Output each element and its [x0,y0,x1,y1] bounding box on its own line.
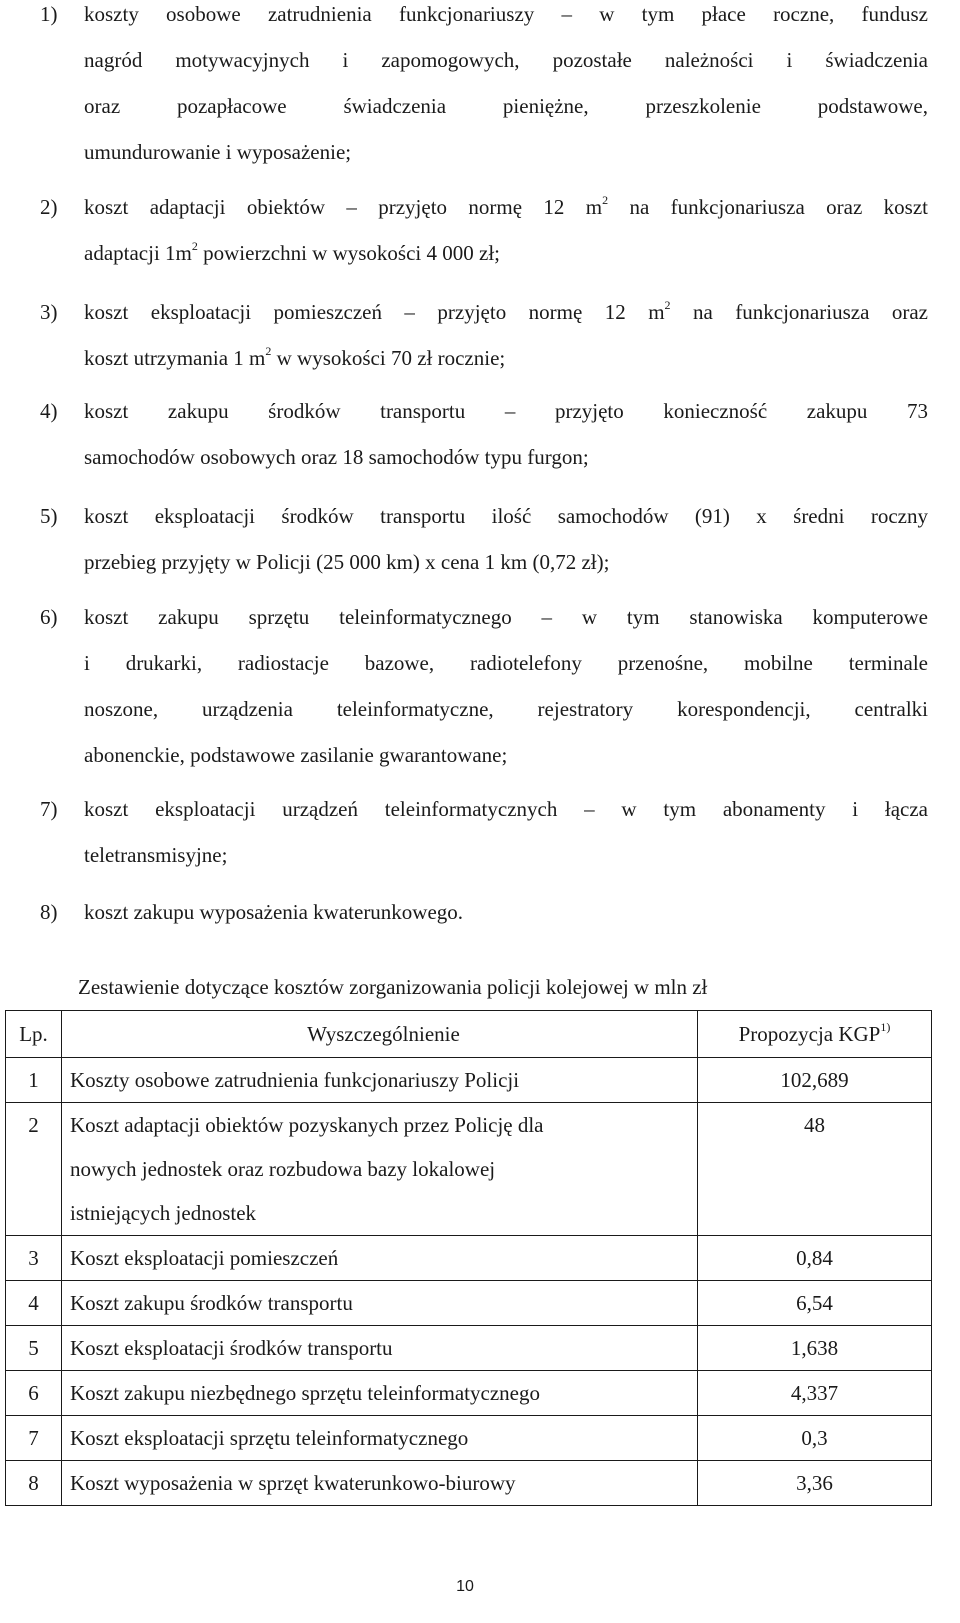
table-row [6,1281,932,1326]
row-value: 3,36 [698,1461,932,1506]
text-line: abonenckie, podstawowe zasilanie gwarantowane; [84,743,508,767]
text-line: koszty osobowe zatrudnienia funkcjonariuszy – w tym płace roczne, fundusz [84,2,928,26]
text-line: koszt zakupu środków transportu – przyjęto konieczność zakupu 73 [84,399,928,423]
row-description: Koszt wyposażenia w sprzęt kwaterunkowo-biurowy [62,1461,698,1506]
list-item-text [84,493,928,585]
list-item-number: 3) [40,300,58,324]
text-line: teletransmisyjne; [84,843,228,867]
row-description: Koszty osobowe zatrudnienia funkcjonariuszy Policji [62,1058,698,1103]
text-line: umundurowanie i wyposażenie; [84,140,352,164]
row-lp: 7 [6,1416,62,1461]
text-segment: na funkcjonariusza oraz [670,300,928,324]
footnote-marker: 1) [880,1020,891,1034]
header-value-label: Propozycja KGP [738,1022,881,1046]
row-description: Koszt eksploatacji sprzętu teleinformatycznego [62,1416,698,1461]
superscript: 2 [664,298,671,312]
row-value: 4,337 [698,1371,932,1416]
superscript: 2 [191,239,198,253]
table-row [6,1371,932,1416]
row-lp: 4 [6,1281,62,1326]
description-line: istniejących jednostek [70,1201,257,1225]
header-lp: Lp. [6,1011,62,1058]
row-lp: 3 [6,1236,62,1281]
row-lp: 2 [6,1103,62,1236]
page-number: 10 [456,1578,474,1595]
list-item-text [84,786,928,878]
row-value: 6,54 [698,1281,932,1326]
text-line: koszt zakupu wyposażenia kwaterunkowego. [84,900,464,924]
row-value: 0,84 [698,1236,932,1281]
text-segment: koszt utrzymania 1 m [84,346,266,370]
superscript: 2 [265,344,272,358]
text-segment: powierzchni w wysokości 4 000 zł; [197,241,500,265]
table-header-row [6,1011,932,1058]
row-value: 0,3 [698,1416,932,1461]
row-description: Koszt eksploatacji środków transportu [62,1326,698,1371]
list-item-text [84,289,928,381]
table-row [6,1326,932,1371]
text-line: oraz pozapłacowe świadczenia pieniężne, przeszkolenie podstawowe, [84,94,928,118]
text-segment: adaptacji 1m [84,241,192,265]
list-item-text [84,184,928,276]
list-item-number: 2) [40,195,58,219]
list-item-number: 7) [40,797,58,821]
superscript: 2 [602,193,609,207]
text-line: przebieg przyjęty w Policji (25 000 km) x cena 1 km (0,72 zł); [84,550,610,574]
row-lp: 5 [6,1326,62,1371]
table-row [6,1461,932,1506]
list-item-number: 6) [40,605,58,629]
header-value [698,1011,932,1058]
row-value: 102,689 [698,1058,932,1103]
row-value: 1,638 [698,1326,932,1371]
cost-summary-table [5,1010,932,1506]
row-lp: 1 [6,1058,62,1103]
list-item-text [84,594,928,778]
description-line: Koszt adaptacji obiektów pozyskanych przez Policję dla [70,1113,544,1137]
table-row [6,1058,932,1103]
text-line: i drukarki, radiostacje bazowe, radiotelefony przenośne, mobilne terminale [84,651,928,675]
text-segment: koszt adaptacji obiektów – przyjęto normę 12 m [84,195,603,219]
row-lp: 6 [6,1371,62,1416]
list-item-number: 1) [40,2,58,26]
row-description: Koszt zakupu niezbędnego sprzętu teleinformatycznego [62,1371,698,1416]
list-item-number: 4) [40,399,58,423]
table-row [6,1236,932,1281]
list-item-number: 8) [40,900,58,924]
table-caption: Zestawienie dotyczące kosztów zorganizowania policji kolejowej w mln zł [78,975,708,999]
text-line: samochodów osobowych oraz 18 samochodów typu furgon; [84,445,589,469]
text-line [84,335,928,381]
text-segment: w wysokości 70 zł rocznie; [271,346,506,370]
list-item-text [84,0,928,175]
description-line: nowych jednostek oraz rozbudowa bazy lokalowej [70,1157,496,1181]
text-line [84,230,928,276]
table-row [6,1103,932,1236]
text-line: koszt eksploatacji urządzeń teleinformatycznych – w tym abonamenty i łącza [84,797,928,821]
row-description [62,1103,698,1236]
row-lp: 8 [6,1461,62,1506]
text-line: koszt eksploatacji środków transportu ilość samochodów (91) x średni roczny [84,504,928,528]
text-segment: na funkcjonariusza oraz koszt [608,195,928,219]
text-segment: koszt eksploatacji pomieszczeń – przyjęto normę 12 m [84,300,665,324]
row-description: Koszt zakupu środków transportu [62,1281,698,1326]
row-value: 48 [698,1103,932,1236]
text-line [84,184,928,230]
list-item-number: 5) [40,504,58,528]
table-row [6,1416,932,1461]
list-item-text [84,388,928,480]
text-line: koszt zakupu sprzętu teleinformatycznego – w tym stanowiska komputerowe [84,605,928,629]
header-description: Wyszczególnienie [62,1011,698,1058]
text-line: noszone, urządzenia teleinformatyczne, rejestratory korespondencji, centralki [84,697,928,721]
list-item-text [84,889,928,935]
text-line [84,289,928,335]
row-description: Koszt eksploatacji pomieszczeń [62,1236,698,1281]
text-line: nagród motywacyjnych i zapomogowych, pozostałe należności i świadczenia [84,48,928,72]
